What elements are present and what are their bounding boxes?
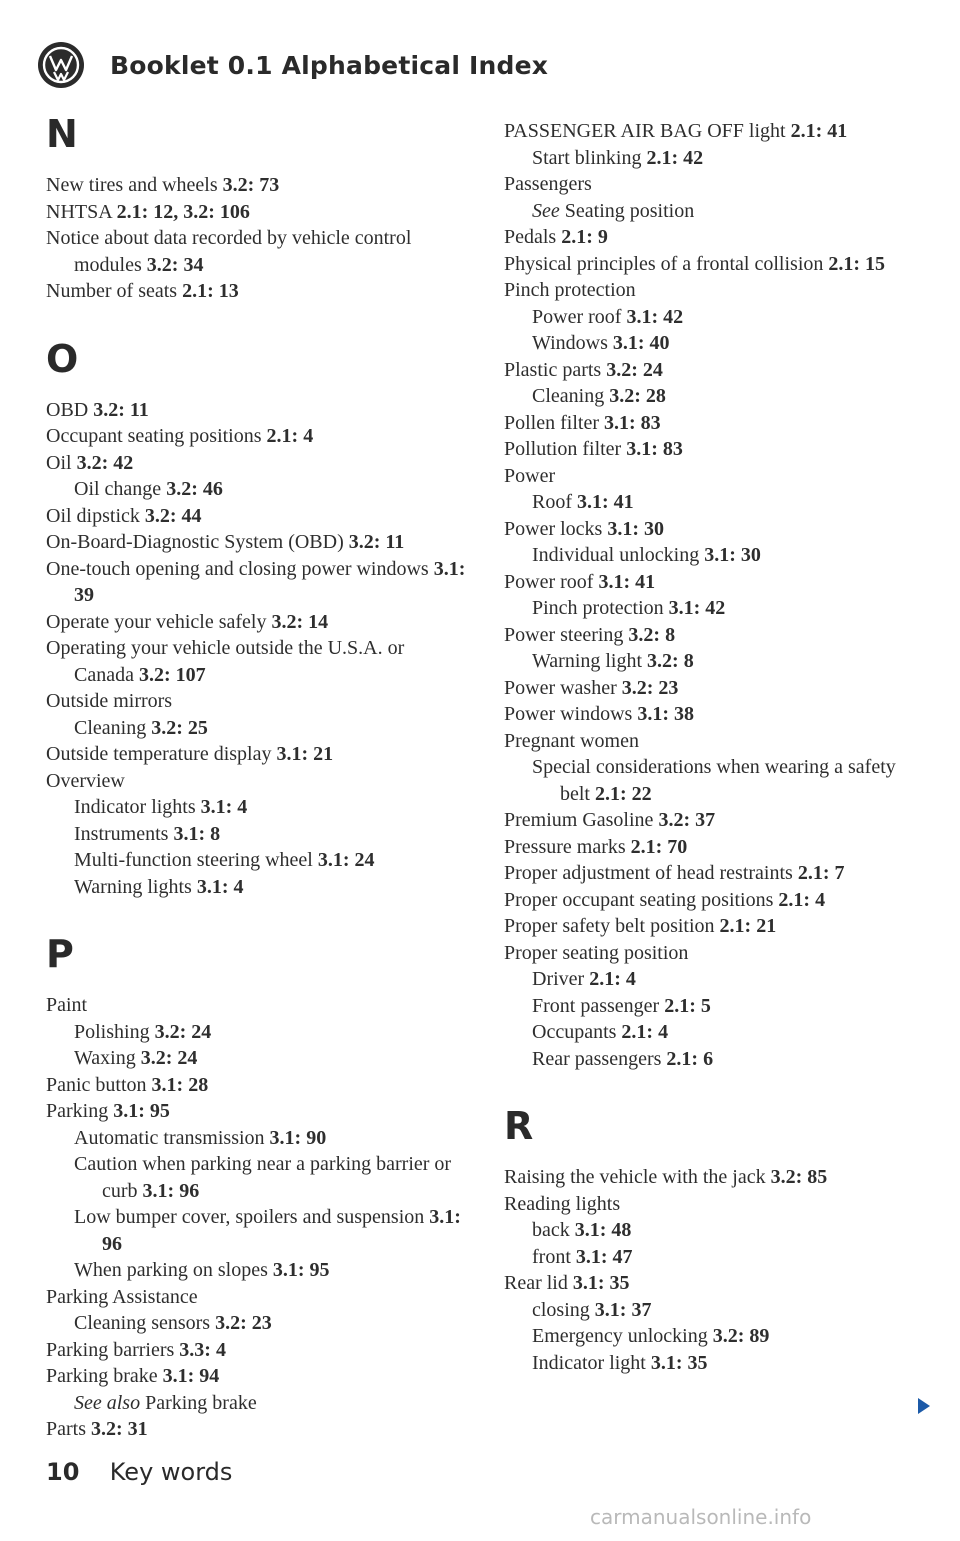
page-reference: 3.2: 23 <box>621 676 679 699</box>
entry-term: Power <box>504 464 556 487</box>
index-entry <box>46 992 466 1019</box>
page-reference: 3.2: 8 <box>647 650 694 672</box>
entry-term: Seating position <box>564 199 695 222</box>
page-reference: 3.1: 35 <box>650 1351 708 1374</box>
index-subentry <box>504 145 924 172</box>
index-subentry <box>46 1019 466 1046</box>
page-reference: 3.1: 96 <box>142 1179 200 1202</box>
page-reference: 3.1: 30 <box>704 544 761 566</box>
page-reference: 3.1: 90 <box>269 1126 327 1149</box>
index-entry <box>504 463 924 490</box>
page-reference: 2.1: 4 <box>589 968 636 990</box>
next-page-arrow-icon[interactable] <box>918 1398 930 1414</box>
entry-term: Power washer <box>504 676 617 699</box>
entry-term: NHTSA <box>46 200 112 223</box>
page-reference: 2.1: 9 <box>561 226 608 248</box>
page-reference: 3.1: 41 <box>577 491 634 513</box>
page-reference: 3.1: 37 <box>594 1298 652 1321</box>
page-reference: 2.1: 7 <box>797 862 845 884</box>
index-entry <box>504 622 924 649</box>
page-reference: 3.1: 95 <box>272 1259 330 1281</box>
index-entry <box>504 171 924 198</box>
index-entry <box>46 199 466 226</box>
entry-term: Physical principles of a frontal collision <box>504 252 824 275</box>
entry-term: Start blinking <box>532 146 642 169</box>
page-reference: 3.1: 40 <box>612 332 670 354</box>
page-reference: 3.2: 34 <box>146 253 204 276</box>
index-subentry <box>46 476 466 503</box>
page-reference: 2.1: 42 <box>646 146 704 169</box>
page-reference: 3.2: 46 <box>166 478 223 500</box>
index-subentry <box>504 648 924 675</box>
page-reference: 3.2: 73 <box>222 174 280 196</box>
entry-term: Power steering <box>504 623 624 646</box>
entry-term: Front passenger <box>532 994 660 1017</box>
index-entry <box>46 278 466 305</box>
entry-term: Rear passengers <box>532 1047 662 1070</box>
page-reference: 3.2: 14 <box>271 610 329 633</box>
entry-term: front <box>532 1245 571 1268</box>
entry-term: Outside mirrors <box>46 690 173 712</box>
index-entry <box>504 675 924 702</box>
section-letter: O <box>46 336 79 381</box>
entry-term: Warning lights <box>74 875 192 898</box>
page-reference: 2.1: 21 <box>719 915 777 937</box>
entry-term: Pregnant women <box>504 729 639 752</box>
entry-term: Parking Assistance <box>46 1285 198 1308</box>
entry-term: Power roof <box>504 570 594 593</box>
entry-term: New tires and wheels <box>46 174 218 196</box>
page-reference: 3.1: 4 <box>196 875 244 898</box>
index-subentry <box>504 198 924 225</box>
page-reference: 2.1: 4 <box>778 888 826 911</box>
index-entry <box>504 887 924 914</box>
page-number: 10 <box>46 1458 80 1486</box>
entry-term: Parking barriers <box>46 1338 175 1361</box>
page-reference: 3.2: 8 <box>628 623 676 646</box>
page-reference: 3.1: 48 <box>574 1219 632 1241</box>
page-reference: 3.1: 8 <box>173 822 221 845</box>
page-reference: 3.2: 23 <box>215 1312 272 1334</box>
page-reference: 3.2: 28 <box>609 385 666 407</box>
index-entry <box>504 357 924 384</box>
index-subentry <box>46 874 466 901</box>
entry-term: Caution when parking near a parking barrier or curb <box>74 1153 452 1202</box>
page-reference: 3.2: 24 <box>140 1047 198 1069</box>
page-reference: 3.1: 41 <box>598 570 656 593</box>
entry-term: On-Board-Diagnostic System (OBD) <box>46 531 344 553</box>
index-entry <box>46 172 466 199</box>
entry-term: Parking <box>46 1100 109 1122</box>
index-entry <box>46 397 466 424</box>
section-p <box>46 928 466 1443</box>
page-reference: 3.1: 38 <box>637 703 695 725</box>
index-subentry <box>46 715 466 742</box>
index-entry <box>46 1072 466 1099</box>
page-reference: 3.1: 21 <box>276 743 334 765</box>
entry-term: Paint <box>46 994 88 1016</box>
index-entry <box>504 569 924 596</box>
index-entry <box>504 410 924 437</box>
page-reference: 3.1: 35 <box>572 1272 630 1294</box>
index-entry <box>504 807 924 834</box>
page-reference: 3.1: 30 <box>607 517 664 540</box>
entry-term: Passengers <box>504 173 592 195</box>
index-column-left <box>46 108 466 1471</box>
entry-term: When parking on slopes <box>74 1259 268 1281</box>
entry-term: Emergency unlocking <box>532 1325 708 1347</box>
entry-term: Oil change <box>74 478 162 500</box>
entry-term: Operate your vehicle safely <box>46 610 267 633</box>
see-reference-label: See <box>532 199 560 222</box>
index-entry <box>46 1363 466 1390</box>
entry-term: Pollen filter <box>504 411 599 434</box>
page-reference: 3.2: 24 <box>606 358 663 381</box>
index-entry <box>504 728 924 755</box>
entry-term: Premium Gasoline <box>504 809 654 831</box>
entry-term: Pollution filter <box>504 438 622 460</box>
entry-term: One-touch opening and closing power windows <box>46 557 429 580</box>
entry-list <box>46 397 466 901</box>
index-entry <box>504 1164 924 1191</box>
entry-term: Proper occupant seating positions <box>504 888 774 911</box>
index-entry <box>46 768 466 795</box>
page-title: Booklet 0.1 Alphabetical Index <box>110 50 549 80</box>
page-reference: 3.2: 44 <box>144 504 202 527</box>
index-subentry <box>504 1297 924 1324</box>
page-reference: 3.2: 89 <box>712 1325 770 1347</box>
entry-term: Number of seats <box>46 280 178 302</box>
index-subentry <box>504 1019 924 1046</box>
entry-term: Operating your vehicle outside the U.S.A. or Canada <box>46 637 405 686</box>
index-subentry <box>46 1257 466 1284</box>
index-entry <box>504 436 924 463</box>
index-entry <box>46 741 466 768</box>
watermark: carmanualsonline.info <box>590 1505 812 1529</box>
index-entry <box>46 225 466 278</box>
index-entry <box>46 503 466 530</box>
index-entry <box>46 635 466 688</box>
section-letter: P <box>46 932 74 976</box>
entry-term: Cleaning sensors <box>74 1312 211 1334</box>
entry-term: Power roof <box>532 305 622 328</box>
page-reference: 3.2: 85 <box>770 1166 828 1188</box>
index-entry <box>504 913 924 940</box>
index-entry <box>46 423 466 450</box>
page-reference: 2.1: 22 <box>595 782 652 805</box>
page-footer <box>46 1458 232 1486</box>
index-entry <box>46 529 466 556</box>
entry-term: Multi-function steering wheel <box>74 849 313 871</box>
page-reference: 2.1: 4 <box>621 1021 669 1043</box>
section-p-continued <box>504 118 924 1072</box>
entry-term: Plastic parts <box>504 358 602 381</box>
entry-term: Cleaning <box>74 716 147 739</box>
index-entry <box>46 1098 466 1125</box>
page-reference: 2.1: 13 <box>182 280 239 302</box>
section-r <box>504 1100 924 1376</box>
index-entry <box>504 1191 924 1218</box>
page-reference: 3.1: 95 <box>113 1100 170 1122</box>
entry-term: Proper safety belt position <box>504 915 715 937</box>
entry-term: Occupant seating positions <box>46 425 262 447</box>
page-reference: 2.1: 12, 3.2: 106 <box>116 200 250 223</box>
entry-term: Pressure marks <box>504 835 626 858</box>
index-subentry <box>46 1151 466 1204</box>
index-entry <box>46 1284 466 1311</box>
see-reference-label: See also <box>74 1391 141 1414</box>
page-reference: 3.2: 42 <box>76 451 134 474</box>
entry-term: Notice about data recorded by vehicle control modules <box>46 227 412 276</box>
index-entry <box>504 860 924 887</box>
entry-term: Cleaning <box>532 385 605 407</box>
entry-term: Windows <box>532 332 608 354</box>
index-entry <box>46 1337 466 1364</box>
index-subentry <box>46 821 466 848</box>
entry-term: Warning light <box>532 650 643 672</box>
index-column-right <box>504 108 924 1404</box>
entry-term: Proper adjustment of head restraints <box>504 862 793 884</box>
page-reference: 3.2: 11 <box>93 398 149 421</box>
index-entry <box>504 224 924 251</box>
page-reference: 3.1: 24 <box>317 849 375 871</box>
page-reference: 2.1: 6 <box>666 1047 714 1070</box>
page-reference: 2.1: 5 <box>664 994 711 1017</box>
index-subentry <box>504 1323 924 1350</box>
entry-term: Pinch protection <box>504 279 636 301</box>
entry-term: Parking brake <box>145 1391 257 1414</box>
page-reference: 3.1: 83 <box>603 411 661 434</box>
page-reference: 3.1: 94 <box>162 1365 220 1387</box>
entry-term: Oil <box>46 451 72 474</box>
entry-term: Raising the vehicle with the jack <box>504 1166 766 1188</box>
index-subentry <box>504 1244 924 1271</box>
index-entry <box>46 450 466 477</box>
entry-term: Rear lid <box>504 1272 568 1294</box>
index-entry <box>46 688 466 715</box>
index-entry <box>46 556 466 609</box>
entry-term: Overview <box>46 769 125 792</box>
page-reference: 3.1: 47 <box>575 1245 633 1268</box>
entry-term: Roof <box>532 491 572 513</box>
page-reference: 2.1: 15 <box>828 252 886 275</box>
entry-term: Panic button <box>46 1073 147 1096</box>
index-subentry <box>504 993 924 1020</box>
page-reference: 3.1: 28 <box>151 1073 209 1096</box>
page-reference: 3.3: 4 <box>179 1338 226 1361</box>
entry-term: Parking brake <box>46 1365 158 1387</box>
entry-term: Indicator lights <box>74 796 196 818</box>
page-reference: 3.1: 39 <box>74 557 466 606</box>
entry-term: Automatic transmission <box>74 1126 265 1149</box>
entry-term: closing <box>532 1298 590 1321</box>
entry-term: Oil dipstick <box>46 504 140 527</box>
entry-term: Power locks <box>504 517 603 540</box>
index-entry <box>504 701 924 728</box>
entry-term: Individual unlocking <box>532 544 700 566</box>
entry-term: Power windows <box>504 703 633 725</box>
index-subentry <box>504 754 924 807</box>
section-o <box>46 333 466 901</box>
entry-list <box>504 1164 924 1376</box>
entry-term: Special considerations when wearing a safety belt <box>532 756 896 805</box>
entry-term: Occupants <box>532 1021 617 1043</box>
entry-term: Waxing <box>74 1047 136 1069</box>
page-reference: 3.1: 83 <box>626 438 683 460</box>
entry-term: Reading lights <box>504 1192 621 1215</box>
entry-term: Driver <box>532 968 585 990</box>
index-subentry <box>46 1204 466 1257</box>
entry-term: Indicator light <box>532 1351 646 1374</box>
index-entry <box>46 609 466 636</box>
page-reference: 3.1: 4 <box>200 796 248 818</box>
page-reference: 3.1: 96 <box>102 1206 461 1255</box>
index-entry <box>504 277 924 304</box>
page-reference: 3.2: 25 <box>151 716 208 739</box>
index-entry <box>504 516 924 543</box>
index-entry <box>504 940 924 967</box>
index-subentry <box>504 595 924 622</box>
vw-logo-icon <box>38 42 84 88</box>
footer-label: Key words <box>109 1458 233 1486</box>
index-entry <box>504 118 924 145</box>
entry-term: Outside temperature display <box>46 743 272 765</box>
page-reference: 3.2: 24 <box>154 1020 212 1043</box>
section-n <box>46 108 466 305</box>
index-subentry <box>46 1045 466 1072</box>
page-reference: 3.2: 37 <box>658 809 716 831</box>
entry-term: PASSENGER AIR BAG OFF light <box>504 120 786 142</box>
section-letter: N <box>46 112 78 156</box>
entry-term: Polishing <box>74 1020 150 1043</box>
entry-term: Parts <box>46 1418 86 1440</box>
index-subentry <box>504 1217 924 1244</box>
index-subentry <box>46 1390 466 1417</box>
entry-term: OBD <box>46 398 89 421</box>
index-subentry <box>504 304 924 331</box>
page-reference: 2.1: 70 <box>630 835 688 858</box>
page-reference: 3.2: 107 <box>138 663 206 686</box>
page-header <box>38 42 548 88</box>
entry-term: Proper seating position <box>504 941 689 964</box>
page-reference: 2.1: 4 <box>266 425 314 447</box>
index-subentry <box>46 1310 466 1337</box>
entry-term: Pinch protection <box>532 597 664 619</box>
index-subentry <box>504 330 924 357</box>
index-subentry <box>46 1125 466 1152</box>
entry-term: Low bumper cover, spoilers and suspension <box>74 1206 425 1228</box>
index-subentry <box>504 1350 924 1377</box>
entry-term: Pedals <box>504 226 557 248</box>
page-reference: 3.2: 11 <box>348 531 405 553</box>
page-reference: 3.1: 42 <box>626 305 684 328</box>
index-subentry <box>46 794 466 821</box>
page-reference: 2.1: 41 <box>790 120 848 142</box>
index-entry <box>46 1416 466 1443</box>
index-subentry <box>504 542 924 569</box>
entry-list <box>46 992 466 1443</box>
index-entry <box>504 834 924 861</box>
index-subentry <box>504 1046 924 1073</box>
index-subentry <box>46 847 466 874</box>
entry-term: Instruments <box>74 822 169 845</box>
section-letter: R <box>504 1104 534 1148</box>
page-reference: 3.1: 42 <box>668 597 726 619</box>
index-subentry <box>504 966 924 993</box>
index-subentry <box>504 383 924 410</box>
index-entry <box>504 251 924 278</box>
index-entry <box>504 1270 924 1297</box>
index-subentry <box>504 489 924 516</box>
page-reference: 3.2: 31 <box>91 1418 148 1440</box>
entry-list <box>46 172 466 305</box>
entry-list <box>504 118 924 1072</box>
entry-term: back <box>532 1219 570 1241</box>
